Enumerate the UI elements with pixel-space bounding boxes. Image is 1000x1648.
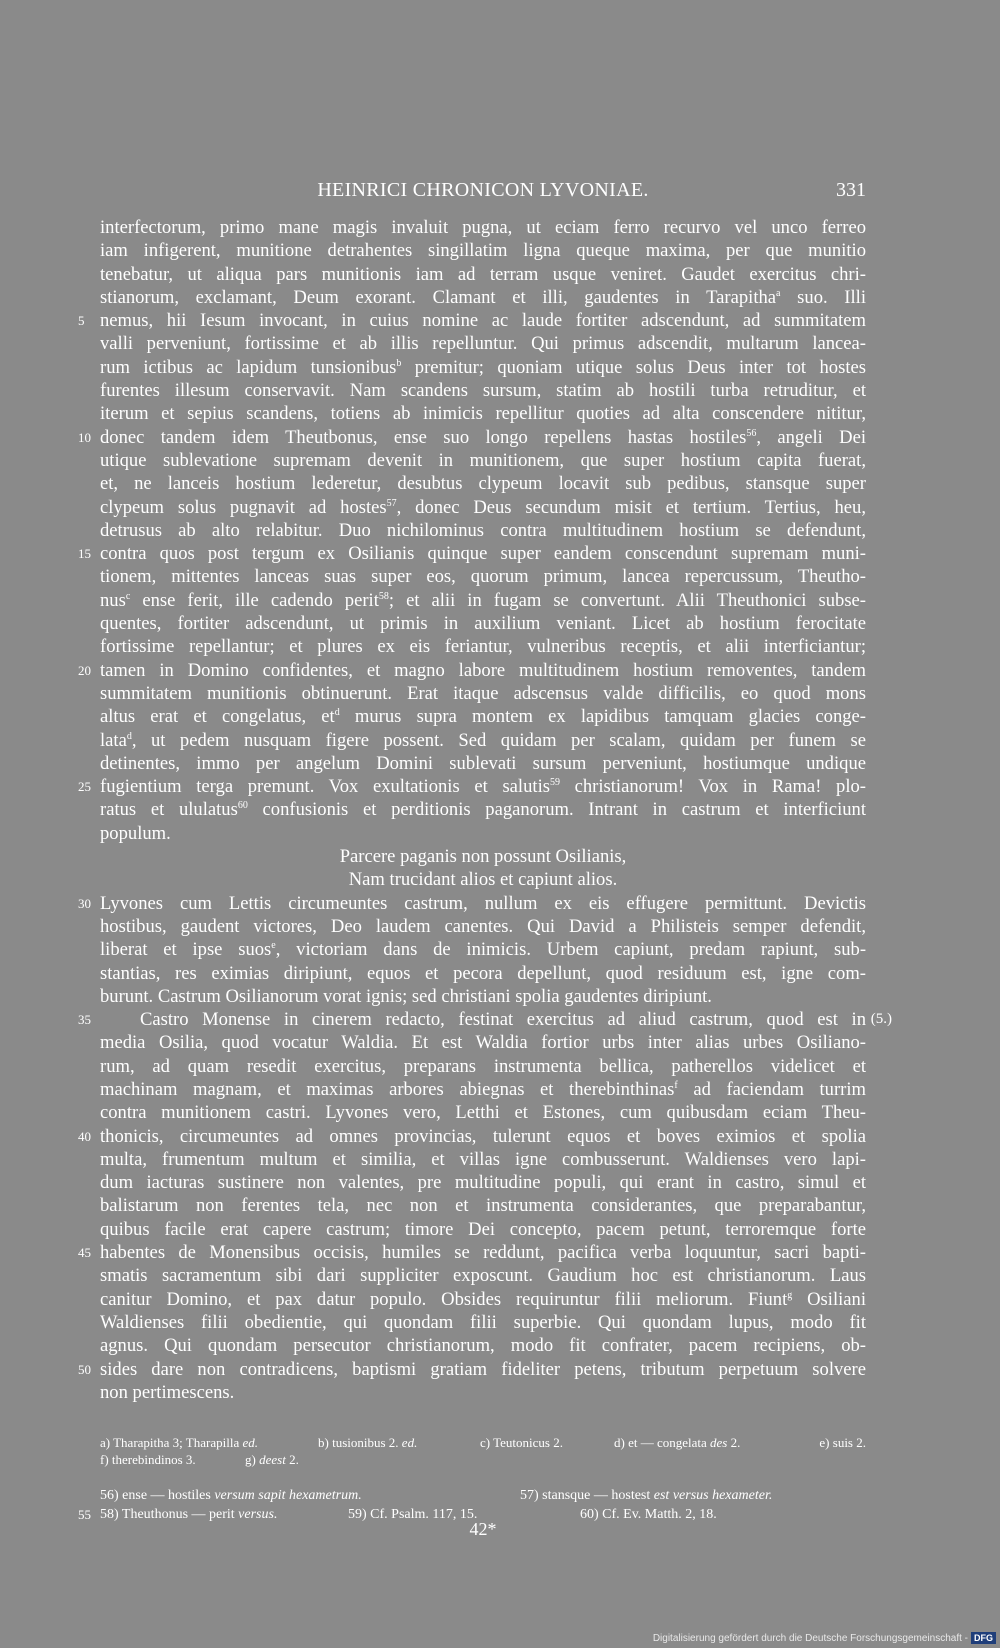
line-text: valli perveniunt, fortissime et ab illis repelluntur. Qui primus adscendit, multarum lancea- [100,333,866,355]
text-line [100,472,866,495]
text-line [100,1311,866,1334]
text-line [100,938,866,961]
line-text: burunt. Castrum Osilianorum vorat ignis; sed christiani spolia gaudentes diripiunt. [100,985,712,1007]
text-line [100,1218,866,1241]
text-line [100,845,866,868]
line-text: liberat et ipse suos [100,939,272,961]
line-text: contra munitionem castri. Lyvones vero, Letthi et Estones, cum quibusdam eciam Theu- [100,1102,866,1124]
footnote-marker: a [776,287,781,299]
line-text: utique sublevatione supremam devenit in munitionem, que super hostium capita fuerat, [100,449,866,471]
line-text: summitatem munitionis obtinuerunt. Erat itaque adscensus valde difficilis, eo quod mons [100,682,866,704]
dfg-logo: DFG [971,1632,996,1644]
line-text: ense ferit, ille cadendo perit [130,589,379,611]
footnote-marker: 57 [386,497,397,509]
footnote-58: 58) Theuthonus — perit versus. [100,1507,278,1522]
text-line [100,589,866,612]
line-text: hostibus, gaudent victores, Deo laudem canentes. Qui David a Philisteis semper defendit, [100,915,866,937]
text-line [78,309,866,332]
footnote-e: e) suis 2. [819,1435,866,1450]
text-line [100,449,866,472]
footnote-marker: b [396,357,402,369]
line-text: christianorum! Vox in Rama! plo- [559,776,866,798]
line-text: , victoriam dans de inimicis. Urbem capiunt, predam rapiunt, sub- [275,939,867,961]
footnote-marker: 56 [746,427,757,439]
footnote-marker: 60 [237,800,248,812]
text-line [100,332,866,355]
text-line [100,729,866,752]
signature-mark: 42* [469,1519,497,1539]
text-line [100,356,866,379]
line-text: dum iacturas sustinere non valentes, pre multitudine populi, qui erant in castro, simul et [100,1172,866,1194]
line-text: et, ne lanceis hostium lederetur, desubtus clypeum locavit sub pedibus, stansque super [100,473,866,495]
line-number: 50 [78,1361,91,1377]
line-number: 35 [78,1012,91,1028]
line-text: premitur; quoniam utique solus Deus inter tot hostes [401,356,866,378]
footnote-60: 60) Cf. Ev. Matth. 2, 18. [580,1507,717,1522]
line-text: Parcere paganis non possunt Osilianis, [339,846,627,868]
footnote-marker: g [787,1289,793,1301]
text-line [78,892,866,915]
line-text: agnus. Qui quondam persecutor christianorum, modo fit confrater, pacem recipiens, ob- [100,1335,866,1357]
line-text: Lyvones cum Lettis circumeuntes castrum, nullum ex eis effugere permittunt. Devictis [100,892,866,914]
line-text: detinentes, immo per angelum Domini sublevati sursum perveniunt, hostiumque undique [100,752,866,774]
text-line [78,426,866,449]
text-line [100,705,866,728]
line-text: murus supra montem ex lapidibus tamquam glacies conge- [339,706,866,728]
line-text: tionem, mittentes lanceas suas super eos, quorum primum, lancea repercussum, Theutho- [100,566,866,588]
text-line [100,1055,866,1078]
line-number: 45 [78,1245,91,1261]
line-text: Osiliani [792,1288,866,1310]
line-text: quentes, fortiter adscendunt, ut primis in auxilium veniant. Licet ab hostium ferocitate [100,613,866,635]
page-number: 331 [836,179,866,201]
line-text: stianorum, exclamant, Deum exorant. Clamant et illi, gaudentes in Tarapitha [100,286,777,308]
text-line [100,962,866,985]
line-text: confusionis et perditionis paganorum. Intrant in castrum et interficiunt [247,799,866,821]
running-title: HEINRICI CHRONICON LYVONIAE. [317,179,649,201]
line-text: Castro Monense in cinerem redacto, festinat exercitus ad aliud castrum, quod est in [140,1009,866,1031]
text-line [100,379,866,402]
footnote-56: 56) ense — hostiles versum sapit hexametrum. [100,1488,362,1503]
text-line [100,985,866,1008]
line-number: 55 [78,1507,91,1522]
footnote-marker: f [674,1079,678,1091]
footnote-a: a) Tharapitha 3; Tharapilla ed. [100,1435,258,1450]
line-text: canitur Domino, et pax datur populo. Obsides requiruntur filii meliorum. Fiunt [100,1288,788,1310]
footnote-g: g) deest 2. [245,1452,299,1467]
text-line [100,402,866,425]
text-line [100,519,866,542]
footnote-d: d) et — congelata des 2. [614,1435,741,1450]
footnote-59: 59) Cf. Psalm. 117, 15. [348,1507,478,1522]
text-line [100,1334,866,1357]
line-text: ; et alii in fugam se convertunt. Alii Theuthonici subse- [388,589,866,611]
running-header [100,179,866,203]
text-line [100,1031,866,1054]
line-text: machinam magnam, et maximas arbores abiegnas et therebinthinas [100,1078,675,1100]
text-line [78,542,866,565]
main-text [78,216,892,1404]
text-line [78,1358,866,1381]
text-line [78,1008,892,1031]
line-text: , ut pedem nusquam figere possent. Sed quidam per scalam, quidam per funem se [131,729,866,751]
footnote-marker: 58 [378,590,389,602]
line-number: 15 [78,546,91,562]
line-text: , angeli Dei [756,426,866,448]
text-line [100,239,866,262]
text-line [100,1288,866,1311]
line-text: lata [100,729,127,751]
line-text: contra quos post tergum ex Osilianis quinque super eandem conscendunt supremam muni- [100,543,866,565]
text-line [100,565,866,588]
margin-note: (5.) [870,1011,892,1028]
text-line [100,868,866,891]
line-number: 5 [78,313,85,329]
footnote-b: b) tusionibus 2. ed. [318,1435,418,1450]
text-line [100,263,866,286]
line-text: fortissime repellantur; et plures ex eis feriantur, vulneribus receptis, et alii interficiantur; [100,636,866,658]
line-text: smatis sacramentum sibi dari suppliciter exposcunt. Gaudium hoc est christianorum. Laus [100,1265,866,1287]
text-line [100,1381,866,1404]
text-line [100,635,866,658]
line-text: sides dare non contradicens, baptismi gratiam fideliter petens, tributum perpetuum solvere [100,1358,866,1380]
apparatus-footnotes [100,1434,866,1468]
line-text: multa, frumentum multum et similia, et villas igne combusserunt. Waldienses vero lapi- [100,1148,866,1170]
text-line [100,1101,866,1124]
text-line [100,915,866,938]
line-text: ratus et ululatus [100,799,238,821]
line-number: 30 [78,895,91,911]
text-line [100,612,866,635]
text-line [78,1125,866,1148]
line-text: populum. [100,822,171,844]
text-line [100,1148,866,1171]
text-line [100,1194,866,1217]
footnote-marker: d [126,730,132,742]
footnote-57: 57) stansque — hostest est versus hexameter. [520,1488,773,1503]
footnote-marker: c [125,590,131,602]
line-text: stantias, res eximias diripiunt, equos et pecora depellunt, quod residuum est, igne com- [100,962,866,984]
footnote-marker: e [271,940,276,952]
line-text: nus [100,589,126,611]
text-line [78,775,866,798]
text-line [100,286,866,309]
line-text: rum ictibus ac lapidum tunsionibus [100,356,397,378]
line-text: fugientium terga premunt. Vox exultationis et salutis [100,776,550,798]
digitization-credit [653,1632,996,1644]
line-text: , donec Deus secundum misit et tertium. Tertius, heu, [396,496,866,518]
line-text: iam infigerent, munitione detrahentes singillatim ligna queque maxima, per que munitio [100,240,866,262]
line-text: thonicis, circumeuntes ad omnes provincias, tulerunt equos et boves eximios et spolia [100,1125,866,1147]
footnote-f: f) therebindinos 3. [100,1452,196,1467]
line-number: 10 [78,429,91,445]
line-number: 40 [78,1128,91,1144]
line-text: balistarum non ferentes tela, nec non et instrumenta considerantes, que preparabantur, [100,1195,866,1217]
line-number: 25 [78,779,91,795]
line-text: detrusus ab alto relabitur. Duo nichilominus contra multitudinem hostium se defendunt, [100,519,866,541]
text-line [100,798,866,821]
text-line [78,1241,866,1264]
footnote-marker: 59 [549,777,560,789]
text-line [100,752,866,775]
line-text: habentes de Monensibus occisis, humiles se reddunt, pacifica verba loquuntur, sacri bapti- [100,1242,866,1264]
text-line [100,822,866,845]
line-text: nemus, hii Iesum invocant, in cuius nomine ac laude fortiter adscendunt, ad summitatem [100,310,866,332]
line-text: tenebatur, ut aliqua pars munitionis iam ad terram usque veniret. Gaudet exercitus chri- [100,263,866,285]
line-text: donec tandem idem Theutbonus, ense suo longo repellens hastas hostiles [100,426,747,448]
line-text: media Osilia, quod vocatur Waldia. Et est Waldia fortior urbs inter alias urbes Osiliano- [100,1032,866,1054]
line-text: quibus facile erat capere castrum; timore Dei concepto, pacem petunt, terroremque forte [100,1218,866,1240]
line-text: tamen in Domino confidentes, et magno labore multitudinem hostium removentes, tandem [100,659,866,681]
line-text: clypeum solus pugnavit ad hostes [100,496,387,518]
line-text: ad faciendam turrim [677,1078,866,1100]
text-line [100,1078,866,1101]
line-text: furentes illesum conservavit. Nam scandens sursum, statim ab hostili turba retruditur, et [100,380,866,402]
footnote-marker: d [334,707,340,719]
text-line [100,682,866,705]
text-line [100,1264,866,1287]
line-text: interfectorum, primo mane magis invaluit pugna, ut eciam ferro recurvo vel unco ferreo [100,217,866,238]
footnote-c: c) Teutonicus 2. [480,1435,563,1450]
line-text: non pertimescens. [100,1381,235,1403]
text-line [100,216,866,239]
line-text: suo. Illi [780,286,866,308]
line-text: rum, ad quam resedit exercitus, preparans instrumenta bellica, patherellos videlicet et [100,1055,866,1077]
line-text: iterum et sepius scandens, totiens ab inimicis repellitur quoties ad alta conscendere nititur, [100,403,866,425]
text-line [78,659,866,682]
text-line [100,1171,866,1194]
line-text: Waldienses filii obedientie, qui quondam filii superbie. Qui quondam lupus, modo fit [100,1311,866,1333]
line-number: 20 [78,662,91,678]
credit-text: Digitalisierung gefördert durch die Deutsche Forschungsgemeinschaft - [652,1632,968,1644]
text-line [100,496,866,519]
line-text: Nam trucidant alios et capiunt alios. [348,869,618,891]
line-text: altus erat et congelatus, et [100,706,335,728]
